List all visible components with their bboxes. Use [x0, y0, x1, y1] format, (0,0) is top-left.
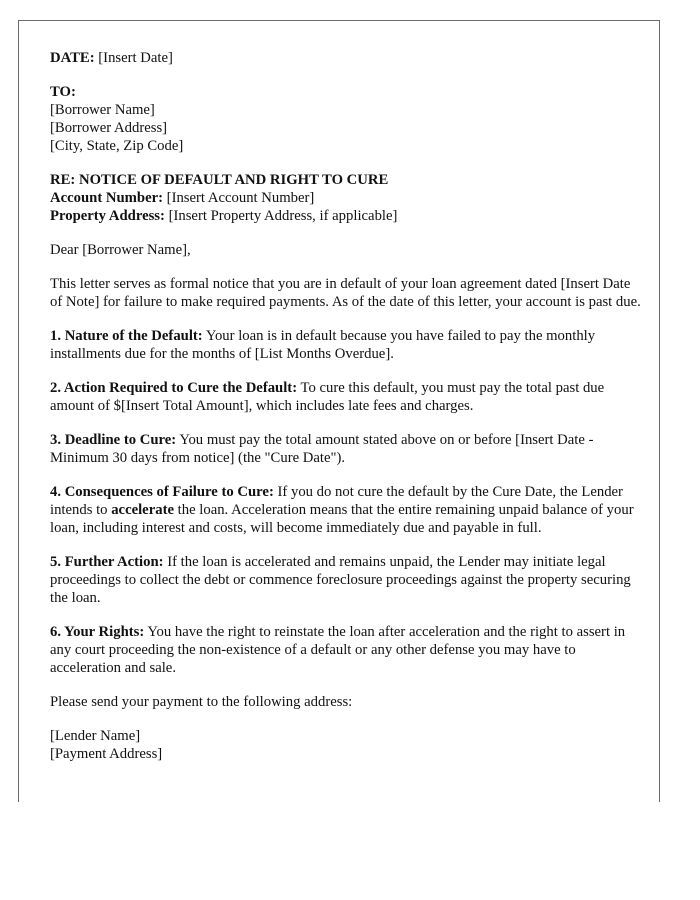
re-line: RE: NOTICE OF DEFAULT AND RIGHT TO CURE: [50, 172, 389, 188]
date-label: DATE:: [50, 50, 95, 66]
lender-name: [Lender Name]: [50, 728, 141, 744]
section-text: You must pay the total amount stated above on or before [Insert Date - Minimum 30 days from notice] (the "Cure Date").: [50, 432, 594, 466]
account-number-line: [50, 189, 642, 207]
borrower-name: [Borrower Name]: [50, 102, 155, 118]
to-label: TO:: [50, 84, 76, 100]
section-heading: 2. Action Required to Cure the Default:: [50, 380, 298, 396]
letter-content: [50, 49, 642, 763]
section-emphasis: accelerate: [111, 502, 174, 518]
section-text-after: the loan. Acceleration means that the entire remaining unpaid balance of your loan, including interest and costs, will become immediately due and payable in full.: [50, 502, 634, 536]
borrower-address: [Borrower Address]: [50, 120, 168, 136]
property-address-line: [50, 207, 642, 225]
section-consequences: [50, 483, 642, 537]
section-nature-of-default: [50, 327, 642, 363]
date-line: [50, 49, 642, 67]
section-your-rights: [50, 623, 642, 677]
account-label: Account Number:: [50, 190, 163, 206]
section-heading: 6. Your Rights:: [50, 624, 145, 640]
recipient-block: [50, 83, 642, 155]
payment-address-block: [50, 727, 642, 763]
date-value: [Insert Date]: [98, 50, 173, 66]
section-heading: 1. Nature of the Default:: [50, 328, 203, 344]
section-deadline: [50, 431, 642, 467]
section-action-required: [50, 379, 642, 415]
section-heading: 4. Consequences of Failure to Cure:: [50, 484, 274, 500]
section-heading: 5. Further Action:: [50, 554, 164, 570]
section-further-action: [50, 553, 642, 607]
payment-instruction: Please send your payment to the following address:: [50, 694, 353, 710]
section-text: Your loan is in default because you have failed to pay the monthly installments due for the months of [List Months Overdue].: [50, 328, 596, 362]
section-text: If the loan is accelerated and remains unpaid, the Lender may initiate legal proceedings to collect the debt or commence foreclosure proceedings against the property securing the loan.: [50, 554, 631, 606]
city-state-zip: [City, State, Zip Code]: [50, 138, 184, 154]
section-text-before: If you do not cure the default by the Cure Date, the Lender intends to: [50, 484, 623, 518]
property-value: [Insert Property Address, if applicable]: [168, 208, 398, 224]
section-text: You have the right to reinstate the loan after acceleration and the right to assert in any court proceeding the non-existence of a default or any other defense you may have to acceleration and sale.: [50, 624, 626, 676]
section-heading: 3. Deadline to Cure:: [50, 432, 177, 448]
salutation: Dear [Borrower Name],: [50, 242, 191, 258]
reference-block: [50, 171, 642, 225]
section-text: To cure this default, you must pay the total past due amount of $[Insert Total Amount], which includes late fees and charges.: [50, 380, 605, 414]
property-label: Property Address:: [50, 208, 165, 224]
account-value: [Insert Account Number]: [166, 190, 315, 206]
letter-page: [18, 20, 660, 802]
intro-paragraph: This letter serves as formal notice that you are in default of your loan agreement dated [Insert Date of Note] for failure to make required payments. As of the date of this letter, your account is past due.: [50, 276, 641, 310]
payment-address: [Payment Address]: [50, 746, 163, 762]
